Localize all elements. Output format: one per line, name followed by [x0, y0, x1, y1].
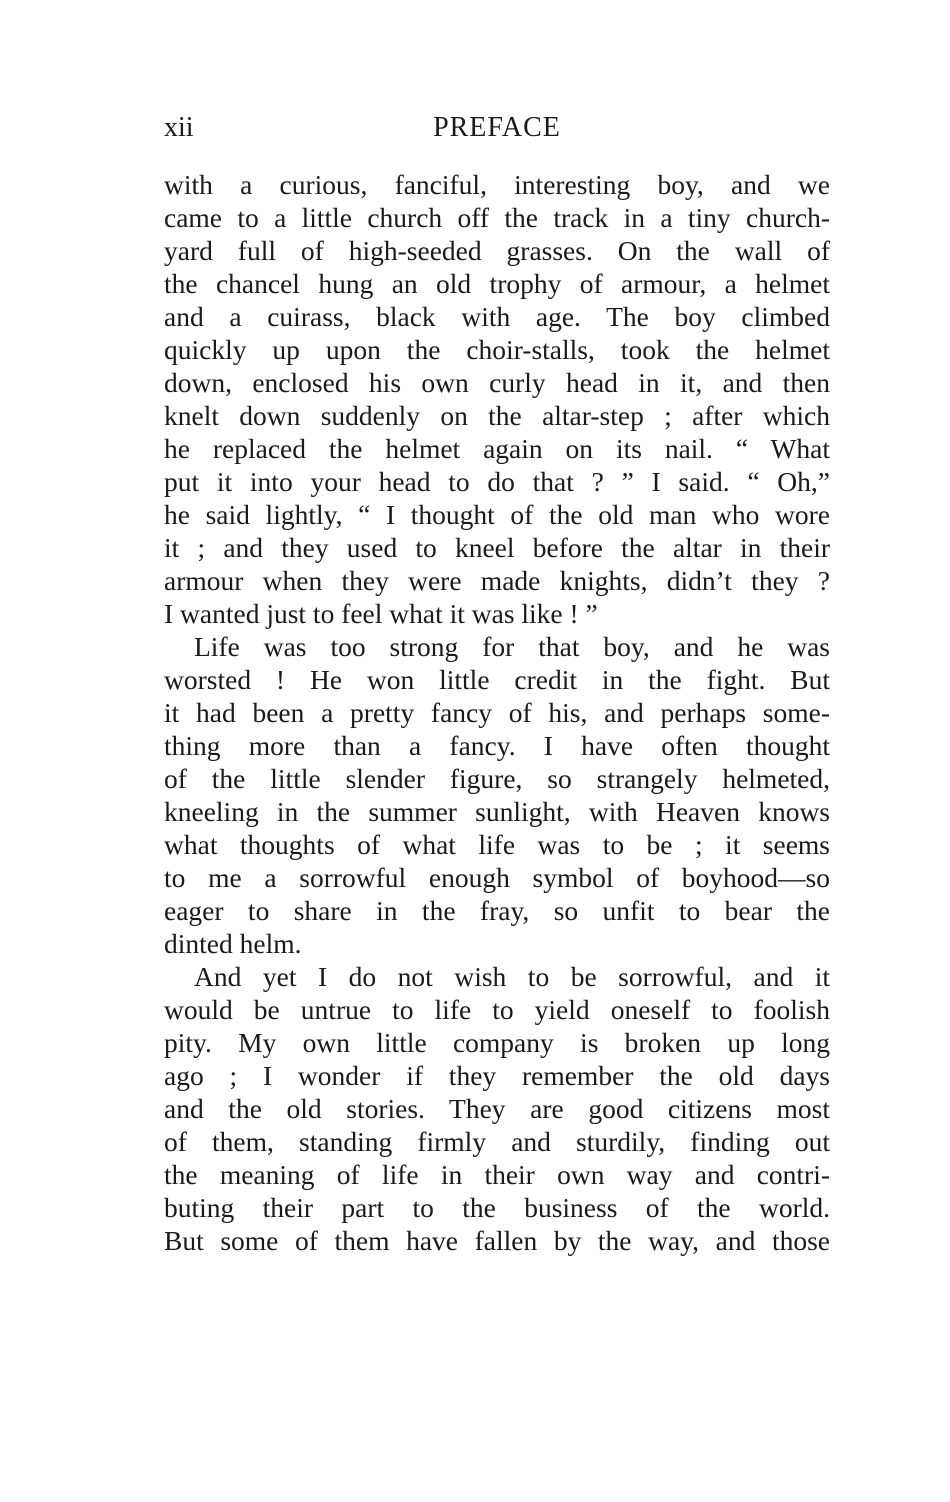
- page-header: [164, 112, 830, 148]
- text-line: the meaning of life in their own way and contri-: [164, 1159, 830, 1190]
- text-line: down, enclosed his own curly head in it, and then: [164, 367, 830, 398]
- text-line: put it into your head to do that ? ” I said. “ Oh,”: [164, 466, 830, 497]
- text-line: eager to share in the fray, so unfit to bear the: [164, 895, 830, 926]
- text-line: and the old stories. They are good citizens most: [164, 1093, 830, 1124]
- text-line: armour when they were made knights, didn’t they ?: [164, 565, 830, 596]
- text-line: with a curious, fanciful, interesting boy, and we: [164, 169, 830, 200]
- text-line: I wanted just to feel what it was like ! ”: [164, 598, 598, 629]
- text-line: dinted helm.: [164, 928, 302, 959]
- paragraph-first-line: Life was too strong for that boy, and he was: [194, 631, 830, 662]
- preface-text: [164, 168, 830, 1257]
- text-line: of the little slender figure, so strangely helmeted,: [164, 763, 830, 794]
- text-line: worsted ! He won little credit in the fight. But: [164, 664, 830, 695]
- page-number: xii: [164, 112, 194, 143]
- text-line: and a cuirass, black with age. The boy climbed: [164, 301, 830, 332]
- text-line: it ; and they used to kneel before the altar in their: [164, 532, 830, 563]
- text-line: knelt down suddenly on the altar-step ; after which: [164, 400, 830, 431]
- text-line: buting their part to the business of the world.: [164, 1192, 830, 1223]
- text-line: ago ; I wonder if they remember the old days: [164, 1060, 830, 1091]
- text-line: of them, standing firmly and sturdily, finding out: [164, 1126, 830, 1157]
- text-line: quickly up upon the choir-stalls, took the helmet: [164, 334, 830, 365]
- text-line: he replaced the helmet again on its nail. “ What: [164, 433, 830, 464]
- text-line: would be untrue to life to yield oneself to foolish: [164, 994, 830, 1025]
- text-line: what thoughts of what life was to be ; it seems: [164, 829, 830, 860]
- text-line: came to a little church off the track in a tiny church-: [164, 202, 830, 233]
- text-line: But some of them have fallen by the way, and those: [164, 1225, 830, 1256]
- text-line: thing more than a fancy. I have often thought: [164, 730, 830, 761]
- text-line: to me a sorrowful enough symbol of boyhood—so: [164, 862, 830, 893]
- running-title: PREFACE: [433, 112, 561, 143]
- text-line: kneeling in the summer sunlight, with Heaven knows: [164, 796, 830, 827]
- text-line: it had been a pretty fancy of his, and perhaps some-: [164, 697, 830, 728]
- text-line: yard full of high-seeded grasses. On the wall of: [164, 235, 830, 266]
- paragraph-first-line: And yet I do not wish to be sorrowful, and it: [194, 961, 830, 992]
- text-line: the chancel hung an old trophy of armour, a helmet: [164, 268, 830, 299]
- text-line: he said lightly, “ I thought of the old man who wore: [164, 499, 830, 530]
- text-line: pity. My own little company is broken up long: [164, 1027, 830, 1058]
